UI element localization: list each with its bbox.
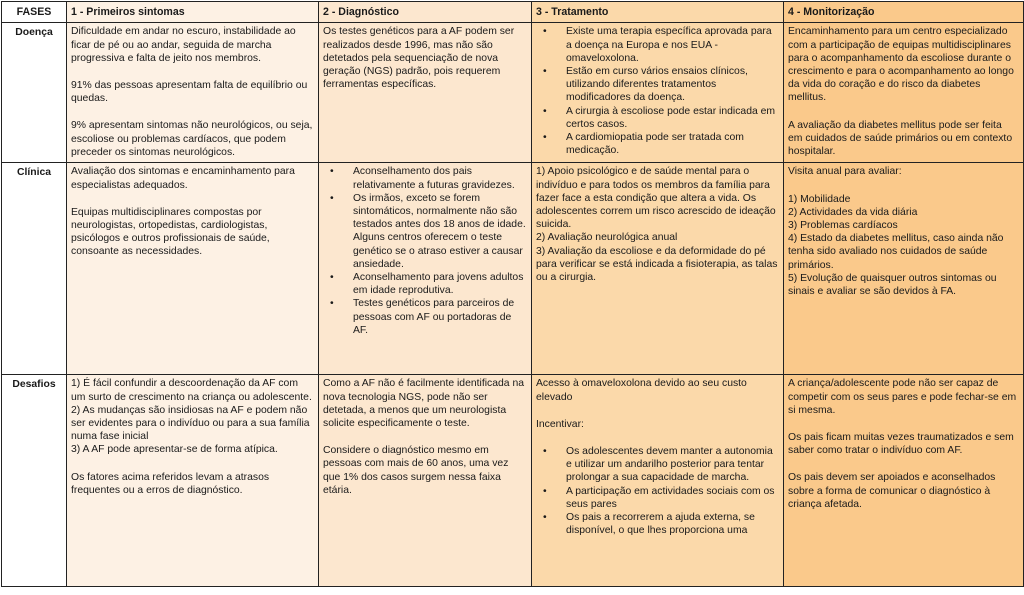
bullet-list [323,165,527,337]
cell-desafios-monitorizacao [784,375,1024,587]
paragraph: Os pais ficam muitas vezes traumatizados e sem saber como tratar o indivíduo com AF. [788,432,1014,457]
cell-clinica-tratamento [532,163,784,375]
header-row [2,2,1024,23]
cell-doenca-diagnostico [319,23,532,163]
numbered-item: 3) Avaliação da escoliose e da deformidade do pé para verificar se está indicada a fisioterapia, as talas ou a cirurgia. [536,245,778,284]
numbered-item: 2) As mudanças são insidiosas na AF e podem não ser evidentes para o indivíduo ou para a sua família numa fase inicial [71,404,310,443]
numbered-item: 3) A AF pode apresentar-se de forma atípica. [71,444,278,456]
cell-clinica-primeiros-sintomas [67,163,319,375]
numbered-item: 3) Problemas cardíacos [788,220,898,232]
phase-header-2: 2 - Diagnóstico [319,2,532,23]
paragraph: Encaminhamento para um centro especializado com a participação de equipas multidisciplinares para o acompanhamento da escoliose durante o crescimento e para o acompanhamento ao longo da vida do coração e do risco da diabetes mellitus. [788,26,1014,104]
phase-header-3: 3 - Tratamento [532,2,784,23]
numbered-item: 1) É fácil confundir a descoordenação da AF com um surto de crescimento na criança ou adolescente. [71,378,312,403]
paragraph: A avaliação da diabetes mellitus pode ser feita em cuidados de saúde primários ou em contexto hospitalar. [788,119,1013,158]
paragraph: Visita anual para avaliar: [788,166,902,178]
list-item: • Aconselhamento dos pais relativamente a futuras gravidezes. [353,165,527,191]
paragraph: Considere o diagnóstico mesmo em pessoas com mais de 60 anos, uma vez que 1% dos casos surgem nessa faixa etária. [323,445,509,496]
cell-desafios-tratamento [532,375,784,587]
corner-header: FASES [2,2,67,23]
paragraph: Os testes genéticos para a AF podem ser realizados desde 1996, mas não são detetados pela sequenciação de nova geração (NGS) padrão, pois requerem ferramentas específicas. [323,26,515,91]
numbered-item: 2) Avaliação neurológica anual [536,232,678,244]
list-item: • A cirurgia à escoliose pode estar indicada em certos casos. [566,105,779,131]
row-doenca [2,23,1024,163]
row-label-clinica: Clínica [2,163,67,375]
list-item: • Os irmãos, exceto se forem sintomáticos, normalmente não são testados antes dos 18 anos de idade. Alguns centros oferecem o teste genético se o atraso estiver a causar ansiedade. [353,192,527,271]
list-item: • A participação em actividades sociais com os seus pares [566,485,779,511]
list-item: • Testes genéticos para parceiros de pessoas com AF ou portadoras de AF. [353,297,527,337]
list-item: • Existe uma terapia específica aprovada para a doença na Europa e nos EUA - omaveloxolona. [566,25,779,65]
paragraph: Equipas multidisciplinares compostas por neurologistas, ortopedistas, cardiologistas, psicólogos e outros profissionais de saúde, consoante as necessidades. [71,206,270,258]
list-item: • Os adolescentes devem manter a autonomia e utilizar um andarilho posterior para tentar prolongar a sua capacidade de marcha. [566,445,779,485]
paragraph: Os pais devem ser apoiados e aconselhados sobre a forma de comunicar o diagnóstico à criança afetada. [788,472,996,510]
list-item: • Os pais a recorrerem a ajuda externa, se disponível, o que lhes proporciona uma [566,511,779,537]
cell-doenca-primeiros-sintomas [67,23,319,163]
phases-table [1,1,1024,587]
row-clinica [2,163,1024,375]
numbered-item: 4) Estado da diabetes mellitus, caso ainda não tenha sido avaliado nos cuidados de saúde primários. [788,233,1004,271]
paragraph: Dificuldade em andar no escuro, instabilidade ao ficar de pé ou ao andar, seguida de marcha progressiva e falta de jeito nos membros. [71,26,296,64]
cell-desafios-primeiros-sintomas [67,375,319,587]
spacer [71,457,314,471]
paragraph: A criança/adolescente pode não ser capaz de competir com os seus pares e pode fechar-se em si mesma. [788,378,1017,416]
row-label-doenca: Doença [2,23,67,163]
bullet-list [536,445,779,537]
row-desafios [2,375,1024,587]
list-item: • Estão em curso vários ensaios clínicos, utilizando diferentes tratamentos modificadores da doença. [566,65,779,105]
paragraph: Os fatores acima referidos levam a atrasos frequentes ou a erros de diagnóstico. [71,471,270,496]
paragraph: Incentivar: [536,418,584,430]
paragraph: Avaliação dos sintomas e encaminhamento para especialistas adequados. [71,166,295,191]
cell-clinica-diagnostico [319,163,532,375]
cell-doenca-tratamento [532,23,784,163]
paragraph: Acesso à omaveloxolona devido ao seu custo elevado [536,378,747,403]
paragraph: 91% das pessoas apresentam falta de equilíbrio ou quedas. [71,80,308,105]
phase-header-4: 4 - Monitorização [784,2,1024,23]
cell-clinica-monitorizacao [784,163,1024,375]
numbered-item: 1) Mobilidade [788,193,851,205]
cell-doenca-monitorizacao [784,23,1024,163]
bullet-list [536,25,779,157]
numbered-item: 2) Actividades da vida diária [788,206,918,218]
row-label-desafios: Desafios [2,375,67,587]
paragraph: 9% apresentam sintomas não neurológicos, ou seja, escoliose ou problemas cardíacos, que podem preceder os sintomas neurológicos. [71,120,313,158]
numbered-item: 5) Evolução de quaisquer outros sintomas ou sinais e avaliar se são devidos à FA. [788,272,997,298]
paragraph: Como a AF não é facilmente identificada na nova tecnologia NGS, pode não ser detetada, a menos que um neurologista solicite especificamente o teste. [323,378,525,430]
list-item: • A cardiomiopatia pode ser tratada com medicação. [566,131,779,157]
cell-desafios-diagnostico [319,375,532,587]
list-item: • Aconselhamento para jovens adultos em idade reprodutiva. [353,271,527,297]
numbered-item: 1) Apoio psicológico e de saúde mental para o indivíduo e para todos os membros da família para fazer face a esta condição que altera a vida. Os adolescentes correm um risco acrescido de ideação suicida. [536,166,776,231]
phase-header-1: 1 - Primeiros sintomas [67,2,319,23]
